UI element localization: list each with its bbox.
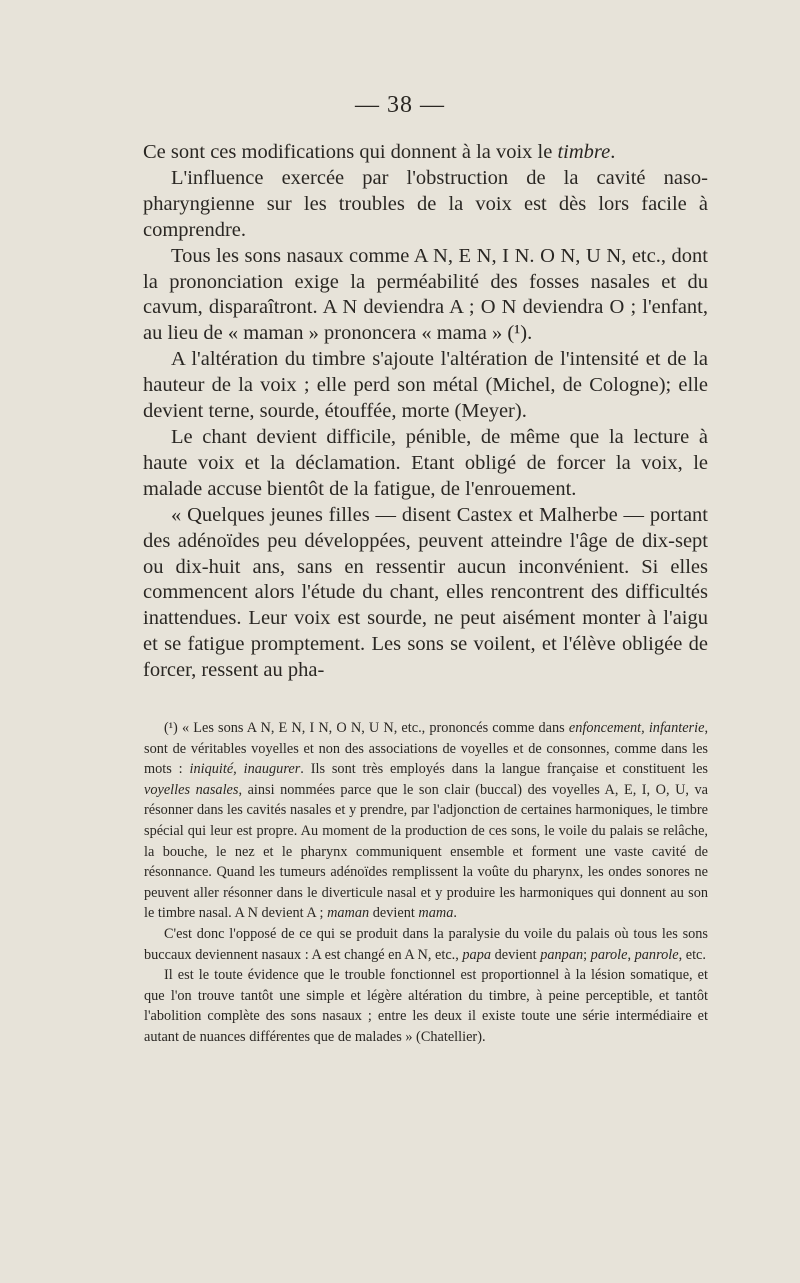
footnote-text: (¹) « Les sons A N, E N, I N, O N, U N, etc., prononcés comme dans bbox=[164, 720, 569, 736]
footnote-text: , ainsi nommées parce que le son clair (buccal) des voyelles A, E, I, O, U, va résonner dans les cavités nasales et y prendre, par l'adjonction de certaines harmoniques, le timbre spécial qui leur est propre. Au moment de la production de ces sons, le voile du palais se relâche, la bouche, le nez et le pharynx communiquent ensemble et forment une vaste cavité de résonnance. Quand les tumeurs adénoïdes remplissent la voûte du pharynx, les ondes sonores ne peuvent aller résonner dans le diverticule nasal et y produire les harmoniques qui donnent au son le timbre nasal. A N devient A ; bbox=[144, 781, 708, 922]
paragraph-nasal-sounds: Tous les sons nasaux comme A N, E N, I N. O N, U N, etc., dont la prononciation exige la perméabilité des fosses nasales et du cavum, disparaîtront. A N deviendra A ; O N deviendra O ; l'enfant, au lieu de « maman » prononcera « mama » (¹). bbox=[143, 244, 708, 345]
paragraph-influence: L'influence exercée par l'obstruction de la cavité naso-pharyngienne sur les troubles de la voix est dès lors facile à comprendre. bbox=[143, 166, 708, 241]
italic-term: timbre bbox=[557, 141, 611, 163]
footnote-text: , bbox=[627, 946, 635, 963]
footnote-italic: enfoncement, infanterie bbox=[568, 720, 705, 736]
footnote-italic: maman bbox=[327, 905, 370, 922]
footnote-1 bbox=[144, 718, 708, 924]
footnote-text: devient bbox=[369, 905, 419, 922]
footnote-paragraph-3 bbox=[144, 965, 708, 1047]
paragraph-intensity: A l'altération du timbre s'ajoute l'altération de l'intensité et de la hauteur de la voix ; elle perd son métal (Michel, de Cologne); elle devient terne, sourde, étouffée, morte (Meyer). bbox=[143, 348, 708, 423]
footnote-text: devient bbox=[491, 946, 541, 963]
footnote-text: C'est donc l'opposé de ce qui se produit dans la paralysie du voile du palais où tous les sons buccaux deviennent nasaux : A est changé en A N, etc., bbox=[144, 925, 708, 963]
paragraph-quotation: « Quelques jeunes filles — disent Castex et Malherbe — portant des adénoïdes peu développées, peuvent atteindre l'âge de dix-sept ou dix-huit ans, sans en ressentir aucun inconvénient. Si elles commencent alors l'étude du chant, elles rencontrent des difficultés inattendues. Leur voix est sourde, ne peut aisément monter à l'aigu et se fatigue promptement. Les sons se voilent, et l'élève obligée de forcer, ressent au pha- bbox=[143, 503, 708, 682]
footnote-text: , sont de véritables voyelles et non des associations de voyelles et de consonnes, comme dans les mots : bbox=[144, 720, 709, 778]
footnote-text: ; bbox=[583, 946, 591, 963]
main-text bbox=[143, 140, 708, 684]
footnote-text: . bbox=[453, 905, 457, 922]
paragraph-text: . bbox=[610, 141, 616, 163]
paragraph-timbre bbox=[143, 140, 708, 166]
footnote-italic: iniquité, inaugurer bbox=[189, 761, 301, 778]
paragraph-singing: Le chant devient difficile, pénible, de même que la lecture à haute voix et la déclamation. Etant obligé de forcer la voix, le malade accuse bientôt de la fatigue, de l'enrouement. bbox=[143, 425, 708, 500]
footnote-italic: parole bbox=[590, 946, 628, 963]
footnote-italic: mama bbox=[418, 905, 454, 922]
footnote-italic: voyelles nasales bbox=[144, 781, 239, 798]
footnotes bbox=[144, 718, 708, 1048]
footnote-text: Il est le toute évidence que le trouble fonctionnel est proportionnel à la lésion somatique, et que l'on trouve tantôt une simple et légère altération du timbre, à peine perceptible, et tantôt l'abolition complète des sons nasaux ; entre les deux il existe toute une série intermédiaire et autant de nuances différentes que de malades » (Chatellier). bbox=[144, 967, 708, 1045]
footnote-paragraph-2 bbox=[144, 924, 708, 965]
footnote-italic: papa bbox=[462, 946, 491, 963]
footnote-italic: panrole bbox=[634, 946, 679, 963]
footnote-italic: panpan bbox=[540, 946, 584, 963]
page-number: — 38 — bbox=[355, 92, 445, 118]
paragraph-text: Ce sont ces modifications qui donnent à la voix le bbox=[143, 141, 558, 163]
footnote-text: , etc. bbox=[678, 946, 706, 963]
footnote-text: . Ils sont très employés dans la langue française et constituent les bbox=[300, 761, 708, 778]
